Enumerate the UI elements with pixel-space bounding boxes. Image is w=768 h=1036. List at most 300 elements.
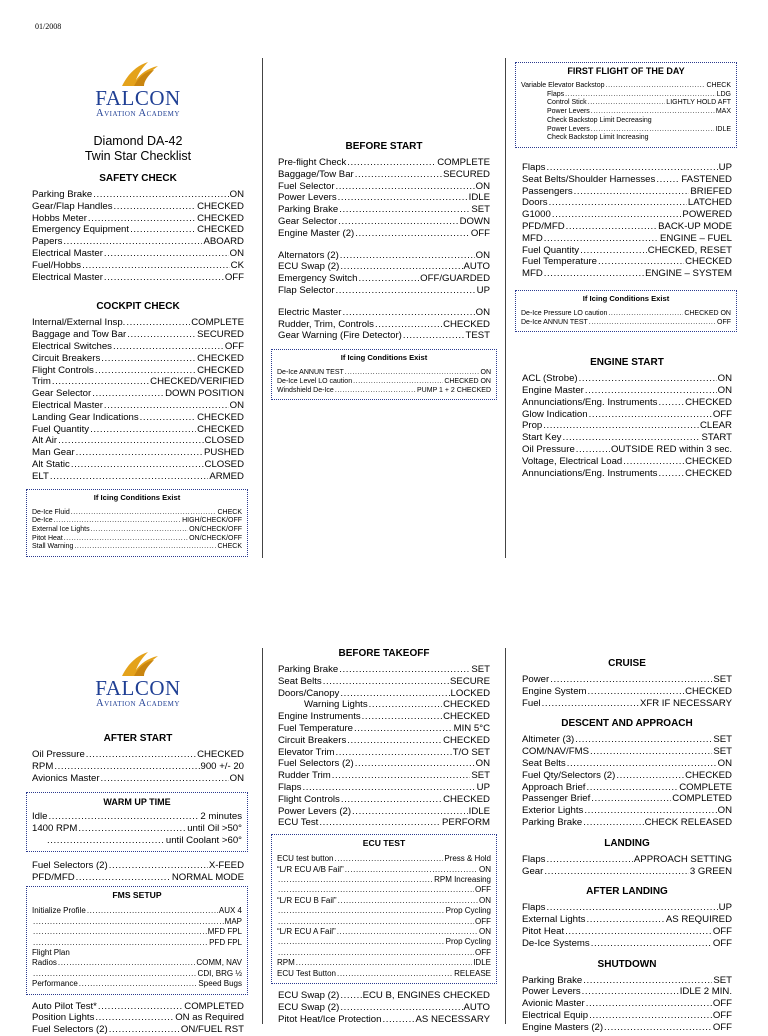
leader-dots xyxy=(369,699,442,711)
item-value: IDLE xyxy=(473,958,491,968)
leader-dots xyxy=(101,773,229,785)
checklist-item xyxy=(521,134,731,143)
item-value: until Coolant >60° xyxy=(165,834,242,846)
leader-dots xyxy=(336,285,476,297)
item-value: MAP xyxy=(224,916,242,926)
item-label: Power Levers xyxy=(522,986,581,998)
item-value: OFF xyxy=(712,937,732,949)
checklist-item xyxy=(32,535,242,544)
checklist-item xyxy=(277,896,491,906)
section-title: ENGINE START xyxy=(590,357,664,369)
item-label: Engine Instruments xyxy=(278,711,361,723)
item-value: HIGH/CHECK/OFF xyxy=(182,517,242,525)
leader-dots xyxy=(52,376,149,388)
item-label: Avionic Master xyxy=(522,998,585,1010)
checklist-item xyxy=(32,526,242,535)
section-title: SAFETY CHECK xyxy=(99,173,177,184)
checklist-item xyxy=(278,770,490,782)
item-label: Stall Warning xyxy=(32,543,74,551)
item-value: CHECKED xyxy=(685,455,732,467)
leader-dots xyxy=(64,535,188,544)
leader-dots xyxy=(95,1012,174,1024)
checklist-item xyxy=(32,811,242,823)
item-label: Check Backstop Limit Decreasing xyxy=(547,116,652,124)
checklist-item xyxy=(522,468,732,480)
item-value: SECURED xyxy=(197,329,244,341)
item-label: Hobbs Meter xyxy=(32,212,87,224)
item-label: Warning Lights xyxy=(304,699,368,711)
item-label: Papers xyxy=(32,236,63,248)
checklist-item xyxy=(522,385,732,397)
leader-dots xyxy=(278,917,474,927)
leader-dots xyxy=(76,447,203,459)
item-label: MFD xyxy=(522,232,543,244)
item-label: Fuel Temperature xyxy=(278,722,354,734)
box-title: FIRST FLIGHT OF THE DAY xyxy=(567,66,685,76)
checklist-item xyxy=(522,221,732,233)
leader-dots xyxy=(338,896,478,906)
item-label: Fuel Qty/Selectors (2) xyxy=(522,769,616,781)
item-value: OUTSIDE RED within 3 sec. xyxy=(610,444,732,456)
checklist-item xyxy=(32,459,244,471)
item-value: CHECKED xyxy=(197,212,244,224)
leader-dots xyxy=(113,341,224,353)
item-label: Circuit Breakers xyxy=(32,352,101,364)
safety-check-list xyxy=(32,189,244,283)
item-label: RPM xyxy=(277,958,295,968)
checklist-item xyxy=(277,885,491,895)
item-value: LIGHTLY HOLD AFT xyxy=(666,99,731,107)
item-label: De-Ice xyxy=(32,517,53,525)
checklist-item xyxy=(522,758,732,770)
item-label: “L/R ECU A Fail” xyxy=(277,927,336,936)
checklist-item xyxy=(278,758,490,770)
item-value: IDLE xyxy=(715,125,731,133)
leader-dots xyxy=(580,245,647,257)
item-value: ON xyxy=(717,757,732,769)
item-label: Electrical Switches xyxy=(32,340,112,352)
leader-dots xyxy=(584,805,716,817)
item-value: ON xyxy=(717,385,732,397)
checklist-item xyxy=(521,117,731,126)
leader-dots xyxy=(565,926,712,938)
page1-column3 xyxy=(522,62,732,479)
item-label: Flight Controls xyxy=(278,793,340,805)
item-label: Flaps xyxy=(522,161,546,173)
item-value: ON xyxy=(479,895,491,905)
item-value: COMPLETE xyxy=(191,317,244,329)
column-divider xyxy=(505,58,506,558)
leader-dots xyxy=(342,307,474,319)
checklist-item xyxy=(522,420,732,432)
leader-dots xyxy=(606,82,706,91)
item-label: Control Stick xyxy=(547,99,587,107)
checklist-item xyxy=(32,447,244,459)
leader-dots xyxy=(82,260,230,272)
checklist-item xyxy=(522,444,732,456)
item-value: CHECKED/VERIFIED xyxy=(150,376,244,388)
item-label: Power Levers xyxy=(547,125,590,133)
checklist-item xyxy=(522,245,732,257)
checklist-item xyxy=(32,906,242,916)
item-label: COM/NAV/FMS xyxy=(522,746,589,758)
icing-conditions-box xyxy=(515,290,737,332)
leader-dots xyxy=(598,256,684,268)
checklist-item xyxy=(278,699,490,711)
checklist-item xyxy=(521,82,731,91)
item-value: DOWN POSITION xyxy=(165,388,244,400)
checklist-item xyxy=(278,307,490,319)
box-title: If Icing Conditions Exist xyxy=(340,353,428,363)
item-value: ON xyxy=(475,249,490,261)
item-label: Fuel Temperature xyxy=(522,256,598,268)
checklist-item xyxy=(32,435,244,447)
item-label: Passengers xyxy=(522,185,573,197)
item-value: SECURED xyxy=(443,168,490,180)
item-label: PFD/MFD xyxy=(32,871,75,883)
box-title: ECU TEST xyxy=(362,838,406,849)
checklist-item xyxy=(521,99,731,108)
leader-dots xyxy=(323,676,449,688)
warm-up-box xyxy=(26,792,248,851)
item-value: CLOSED xyxy=(204,435,244,447)
item-label: Fuel Quantity xyxy=(522,244,580,256)
icing-conditions-box xyxy=(26,489,248,558)
item-value: CHECKED xyxy=(443,318,490,330)
item-value: OFF xyxy=(717,318,731,326)
item-value: ON xyxy=(475,306,490,318)
item-label: Annunciations/Eng. Instruments xyxy=(522,467,658,479)
leader-dots xyxy=(127,329,196,341)
checklist-item xyxy=(522,268,732,280)
item-value: OFF xyxy=(712,408,732,420)
item-value: MIN 5°C xyxy=(453,722,490,734)
falcon-logo xyxy=(32,56,244,120)
item-value: ON xyxy=(480,369,491,377)
item-label: Glow Indication xyxy=(522,408,588,420)
checklist-item xyxy=(278,273,490,285)
logo-subtitle: Aviation Academy xyxy=(96,698,180,709)
leader-dots xyxy=(567,758,717,770)
leader-dots xyxy=(623,456,684,468)
checklist-item xyxy=(278,330,490,342)
item-value: POWERED xyxy=(682,209,732,221)
logo-name: FALCON xyxy=(95,676,181,700)
leader-dots xyxy=(341,794,442,806)
item-label: Variable Elevator Backstop xyxy=(521,82,605,89)
leader-dots xyxy=(591,108,715,117)
item-value: SET xyxy=(471,664,490,675)
checklist-item xyxy=(32,424,244,436)
item-value: AUTO xyxy=(463,1001,490,1013)
checklist-item xyxy=(278,169,490,181)
item-label: ECU Test xyxy=(278,817,319,829)
item-label: RPM xyxy=(32,760,54,772)
checklist-item xyxy=(32,260,244,272)
item-label: Oil Pressure xyxy=(522,444,575,456)
leader-dots xyxy=(588,99,666,108)
checklist-item xyxy=(522,397,732,409)
leader-dots xyxy=(71,509,217,518)
item-label: Electrical Equip xyxy=(522,1009,589,1021)
item-label: Electrical Master xyxy=(32,247,103,259)
checklist-item xyxy=(32,272,244,284)
checklist-title: Diamond DA-42 Twin Star Checklist xyxy=(84,134,192,163)
checklist-item xyxy=(32,773,244,785)
item-label: Flight Plan xyxy=(32,948,70,957)
item-value: UP xyxy=(718,161,732,173)
checklist-item xyxy=(32,341,244,353)
checklist-item xyxy=(278,711,490,723)
item-label: Flap Selector xyxy=(278,284,335,296)
item-value: OFF xyxy=(712,1021,732,1033)
item-value: OFF xyxy=(712,998,732,1010)
checklist-item xyxy=(277,969,491,979)
item-value: MFD FPL xyxy=(207,927,242,937)
checklist-item xyxy=(32,958,242,968)
leader-dots xyxy=(140,412,196,424)
leader-dots xyxy=(549,197,687,209)
item-value: BRIEFED xyxy=(690,185,732,197)
checklist-item xyxy=(32,248,244,260)
item-value: ECU B, ENGINES CHECKED xyxy=(362,990,490,1002)
leader-dots xyxy=(340,250,475,262)
page1-column2 xyxy=(278,132,490,400)
item-label: Idle xyxy=(32,811,48,823)
leader-dots xyxy=(278,875,433,885)
item-value: OFF xyxy=(470,227,490,239)
checklist-item xyxy=(32,948,242,958)
leader-dots xyxy=(63,236,202,248)
item-label: Internal/External Insp. xyxy=(32,317,126,329)
leader-dots xyxy=(114,201,197,213)
section-title: BEFORE START xyxy=(345,141,423,152)
page2-column2 xyxy=(278,648,490,1025)
checklist-item xyxy=(277,906,491,916)
item-value: OFF/GUARDED xyxy=(420,273,490,285)
item-value: ABOARD xyxy=(203,236,244,248)
leader-dots xyxy=(656,174,680,186)
leader-dots xyxy=(546,902,717,914)
item-label: De-Ice Level LO caution xyxy=(277,377,353,385)
item-value: SET xyxy=(713,974,732,986)
checklist-item xyxy=(277,369,491,378)
checklist-item xyxy=(278,735,490,747)
item-label: Fuel Selector xyxy=(278,180,335,192)
item-value: START xyxy=(701,432,732,444)
leader-dots xyxy=(90,424,196,436)
item-label: Altimeter (3) xyxy=(522,734,575,746)
item-value: RPM Increasing xyxy=(434,874,491,884)
checklist-item xyxy=(32,823,242,835)
leader-dots xyxy=(345,865,478,875)
checklist-item xyxy=(32,835,242,847)
leader-dots xyxy=(658,397,684,409)
leader-dots xyxy=(353,378,443,387)
section-title: SHUTDOWN xyxy=(597,958,657,970)
checklist-item xyxy=(278,747,490,759)
checklist-item xyxy=(522,938,732,950)
checklist-item xyxy=(522,902,732,914)
item-label: Power Levers xyxy=(547,108,590,116)
leader-dots xyxy=(608,310,683,319)
checklist-item xyxy=(278,319,490,331)
item-label: Elevator Trim xyxy=(278,746,335,758)
leader-dots xyxy=(658,468,684,480)
leader-dots xyxy=(358,273,419,285)
item-value: CLEAR xyxy=(700,420,732,432)
item-value: OFF xyxy=(712,1009,732,1021)
item-value: ON xyxy=(229,247,244,259)
checklist-item xyxy=(278,664,490,676)
checklist-item xyxy=(522,432,732,444)
item-value: ON xyxy=(229,189,244,200)
checklist-item xyxy=(522,209,732,221)
icing-conditions-box xyxy=(271,349,497,400)
leader-dots xyxy=(576,444,610,456)
checklist-item xyxy=(32,969,242,979)
leader-dots xyxy=(544,268,644,280)
item-value: IDLE 2 MIN. xyxy=(679,986,732,998)
section-title: COCKPIT CHECK xyxy=(96,301,180,313)
engine-start-list xyxy=(522,373,732,479)
checklist-item xyxy=(32,927,242,937)
item-value: CHECKED xyxy=(197,200,244,212)
leader-dots xyxy=(278,906,445,916)
leader-dots xyxy=(565,91,715,100)
leader-dots xyxy=(33,938,208,948)
leader-dots xyxy=(74,543,216,552)
item-value: CHECKED xyxy=(685,685,732,697)
item-value: CHECKED xyxy=(197,749,244,760)
item-label: Engine Master xyxy=(522,385,584,397)
item-label: Alt Air xyxy=(32,435,58,447)
item-value: 900 +/- 20 xyxy=(200,760,244,772)
item-value: OFF xyxy=(475,916,491,926)
checklist-item xyxy=(522,256,732,268)
checklist-item xyxy=(277,937,491,947)
item-label: Fuel Selectors (2) xyxy=(278,758,354,770)
item-label: Gear Selector xyxy=(32,388,92,400)
checklist-item xyxy=(32,1024,244,1036)
item-value: CHECKED xyxy=(685,396,732,408)
leader-dots xyxy=(347,735,442,747)
item-label: Auto Pilot Test* xyxy=(32,1000,97,1012)
checklist-item xyxy=(32,938,242,948)
item-value: OFF xyxy=(224,271,244,283)
item-value: XFR IF NECESSARY xyxy=(639,697,732,709)
leader-dots xyxy=(546,854,632,866)
item-value: CHECKED xyxy=(443,734,490,746)
checklist-item xyxy=(32,213,244,225)
column-divider xyxy=(262,58,263,558)
item-label: Flaps xyxy=(522,853,546,865)
item-value: Speed Bugs xyxy=(198,979,242,989)
checklist-item xyxy=(278,216,490,228)
leader-dots xyxy=(586,998,712,1010)
leader-dots xyxy=(585,385,717,397)
box-title: WARM UP TIME xyxy=(103,797,171,808)
leader-dots xyxy=(338,192,468,204)
item-value: ARMED xyxy=(209,470,244,482)
item-value: ENGINE – SYSTEM xyxy=(645,268,732,280)
item-value: ON as Required xyxy=(175,1012,244,1024)
leader-dots xyxy=(583,817,643,829)
leader-dots xyxy=(550,674,712,686)
checklist-item xyxy=(278,285,490,297)
item-value: Prop Cycling xyxy=(445,937,491,947)
checklist-item xyxy=(522,698,732,710)
leader-dots xyxy=(126,317,190,329)
item-value: SET xyxy=(471,204,490,216)
item-value: LOCKED xyxy=(450,687,490,699)
falcon-wing-icon xyxy=(114,56,162,88)
pre-engine-list xyxy=(522,162,732,280)
item-label: Initialize Profile xyxy=(32,906,86,916)
column-divider xyxy=(505,648,506,1024)
item-label: Doors xyxy=(522,197,548,209)
before-start-list xyxy=(278,157,490,240)
checklist-item xyxy=(277,917,491,927)
checklist-item xyxy=(278,192,490,204)
item-value: ON/CHECK/OFF xyxy=(189,525,242,533)
leader-dots xyxy=(544,233,659,245)
checklist-item xyxy=(277,854,491,864)
item-value: ENGINE – FUEL xyxy=(660,232,732,244)
item-value: PERFORM xyxy=(442,817,490,829)
item-label: Engine System xyxy=(522,685,587,697)
leader-dots xyxy=(586,782,678,794)
leader-dots xyxy=(104,272,224,284)
leader-dots xyxy=(362,711,442,723)
cockpit-check-list xyxy=(32,317,244,482)
item-value: NORMAL MODE xyxy=(171,871,244,883)
section-title: AFTER START xyxy=(103,733,173,744)
leader-dots xyxy=(355,758,475,770)
checklist-item xyxy=(522,986,732,998)
item-label: Fuel Selectors (2) xyxy=(32,1024,108,1036)
item-label: Baggage and Tow Bar xyxy=(32,329,127,341)
item-value: BACK-UP MODE xyxy=(658,220,732,232)
leader-dots xyxy=(87,906,218,916)
leader-dots xyxy=(552,209,682,221)
item-label: Annunciations/Eng. Instruments xyxy=(522,396,658,408)
checklist-item xyxy=(32,1012,244,1024)
item-label: Parking Brake xyxy=(32,189,93,200)
leader-dots xyxy=(347,157,436,169)
checklist-item xyxy=(522,162,732,174)
item-label: Fuel Selectors (2) xyxy=(32,859,108,871)
item-label: Approach Brief xyxy=(522,781,586,793)
item-label: Flight Controls xyxy=(32,364,94,376)
leader-dots xyxy=(48,811,199,823)
item-value: ON xyxy=(229,399,244,411)
item-label: Landing Gear Indications xyxy=(32,411,139,423)
item-label: Fuel Quantity xyxy=(32,423,90,435)
leader-dots xyxy=(340,261,462,273)
item-value: CHECKED xyxy=(685,467,732,479)
checklist-item xyxy=(32,412,244,424)
leader-dots xyxy=(79,979,198,989)
item-value: CK xyxy=(230,259,244,271)
item-value: CLOSED xyxy=(204,458,244,470)
checklist-item xyxy=(278,261,490,273)
item-label: Fuel xyxy=(522,697,541,709)
item-value: CHECKED xyxy=(443,711,490,723)
item-label: Pitot Heat/Ice Protection xyxy=(278,1013,382,1025)
item-value: T/O SET xyxy=(452,746,490,758)
item-value: OFF xyxy=(475,885,491,895)
